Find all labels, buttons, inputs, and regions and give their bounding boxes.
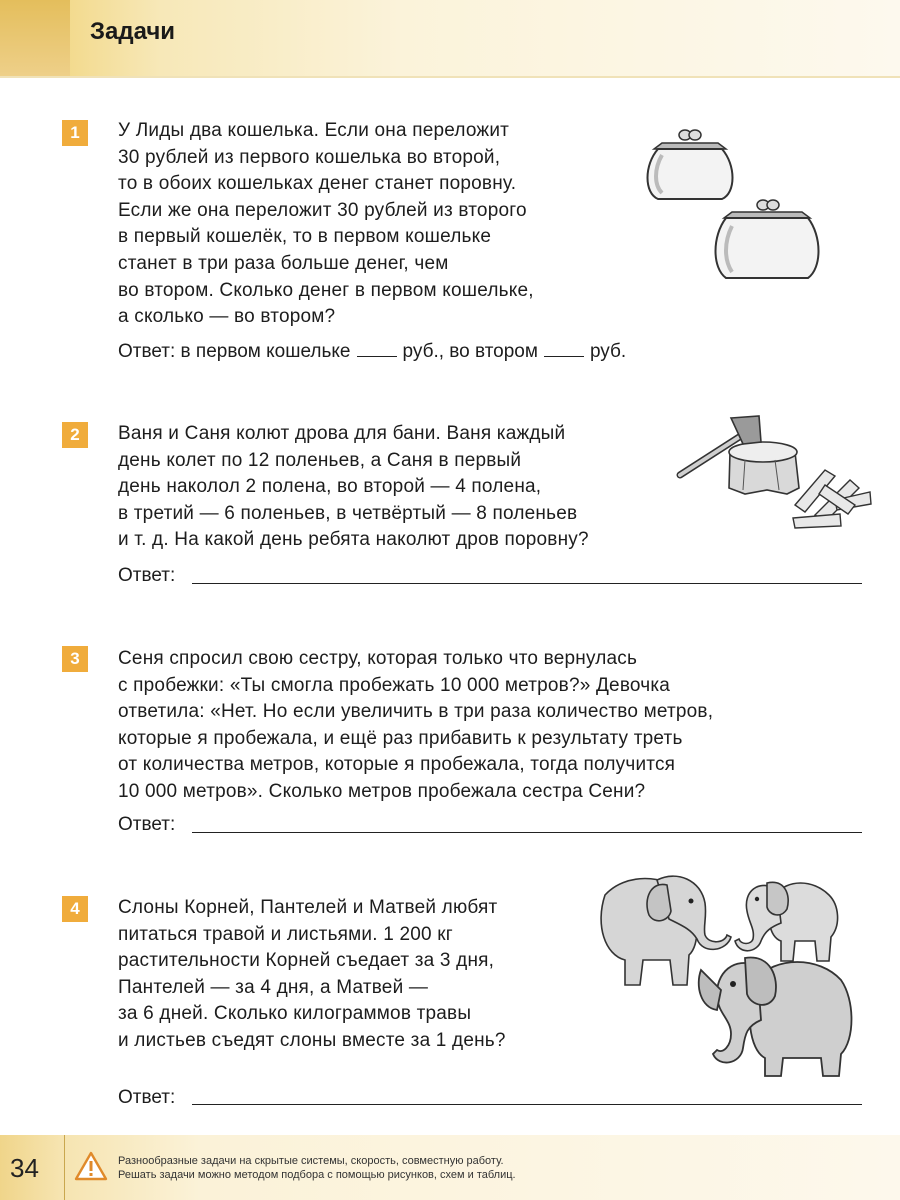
footer-note-line: Решать задачи можно методом подбора с помощью рисунков, схем и таблиц.	[118, 1169, 516, 1181]
task-line: питаться травой и листьями. 1 200 кг	[118, 923, 453, 945]
task-line: станет в три раза больше денег, чем	[118, 252, 449, 274]
task-line: то в обоих кошельках денег станет поровну.	[118, 173, 517, 195]
task-line: Ваня и Саня колют дрова для бани. Ваня каждый	[118, 423, 566, 444]
task-line: растительности Корней съедает за 3 дня,	[118, 950, 495, 972]
logs-icon	[793, 470, 871, 528]
axe-and-logs-illustration	[675, 410, 875, 530]
task-line: 10 000 метров». Сколько метров пробежала сестра Сени?	[118, 780, 646, 802]
answer-label: Ответ:	[118, 565, 176, 586]
purse-icon	[648, 130, 733, 199]
task-line: Если же она переложит 30 рублей из второго	[118, 199, 527, 221]
task-number-badge: 2	[62, 422, 88, 448]
answer-line[interactable]	[192, 583, 862, 584]
footer-divider	[64, 1135, 65, 1200]
task-line: день колет по 12 поленьев, а Саня в первый	[118, 449, 522, 471]
task-number-badge: 4	[62, 896, 88, 922]
task-number-badge: 3	[62, 646, 88, 672]
task-line: Слоны Корней, Пантелей и Матвей любят	[118, 897, 498, 918]
task-line: во втором. Сколько денег в первом кошельке,	[118, 279, 534, 301]
task-text	[118, 646, 713, 806]
footer-note-line: Разнообразные задачи на скрытые системы, скорость, совместную работу.	[118, 1155, 504, 1167]
answer-label: Ответ: в первом кошельке	[118, 341, 351, 362]
header-rule	[0, 76, 900, 78]
answer-suffix: руб.	[589, 341, 627, 362]
task-line: Сеня спросил свою сестру, которая только что вернулась	[118, 648, 638, 669]
elephant-icon	[735, 882, 838, 961]
elephants-illustration	[585, 855, 855, 1080]
answer-mid-text: руб., во втором	[402, 341, 538, 362]
elephant-icon	[601, 876, 731, 985]
footer-note	[118, 1154, 516, 1182]
task-text	[118, 118, 534, 331]
answer-label: Ответ:	[118, 1087, 176, 1108]
task-line: а сколько — во втором?	[118, 306, 336, 328]
purses-illustration	[640, 125, 820, 290]
task-line: которые я пробежала, и ещё раз прибавить к результату треть	[118, 727, 683, 749]
warning-triangle-icon	[74, 1151, 108, 1181]
purse-icon	[716, 200, 819, 278]
task-line: с пробежки: «Ты смогла пробежать 10 000 метров?» Девочка	[118, 674, 671, 696]
page-number: 34	[10, 1153, 39, 1183]
task-line: и т. д. На какой день ребята наколют дров поровну?	[118, 529, 589, 551]
answer-line[interactable]	[192, 1104, 862, 1105]
page-title: Задачи	[90, 18, 176, 45]
answer-label: Ответ:	[118, 814, 176, 835]
task-text	[118, 895, 506, 1055]
answer-blank-second[interactable]	[544, 342, 584, 357]
header-tab	[0, 0, 70, 78]
stump-icon	[729, 442, 799, 494]
answer-line[interactable]	[192, 832, 862, 833]
task-line: 30 рублей из первого кошелька во второй,	[118, 146, 501, 168]
answer-row	[118, 341, 626, 363]
task-line: за 6 дней. Сколько килограммов травы	[118, 1003, 472, 1025]
task-line: ответила: «Нет. Но если увеличить в три раза количество метров,	[118, 701, 714, 723]
task-line: в первый кошелёк, то в первом кошельке	[118, 226, 492, 248]
answer-blank-first[interactable]	[357, 342, 397, 357]
elephant-icon	[699, 958, 852, 1076]
page-footer	[0, 1135, 900, 1200]
task-line: день наколол 2 полена, во второй — 4 полена,	[118, 476, 542, 498]
task-line: и листьев съедят слоны вместе за 1 день?	[118, 1029, 506, 1051]
task-line: от количества метров, которые я пробежала, тогда получится	[118, 754, 676, 776]
task-line: У Лиды два кошелька. Если она переложит	[118, 120, 510, 141]
page-header	[0, 0, 900, 78]
task-line: Пантелей — за 4 дня, а Матвей —	[118, 976, 429, 998]
task-line: в третий — 6 поленьев, в четвёртый — 8 поленьев	[118, 502, 578, 524]
task-text	[118, 421, 589, 554]
task-number-badge: 1	[62, 120, 88, 146]
